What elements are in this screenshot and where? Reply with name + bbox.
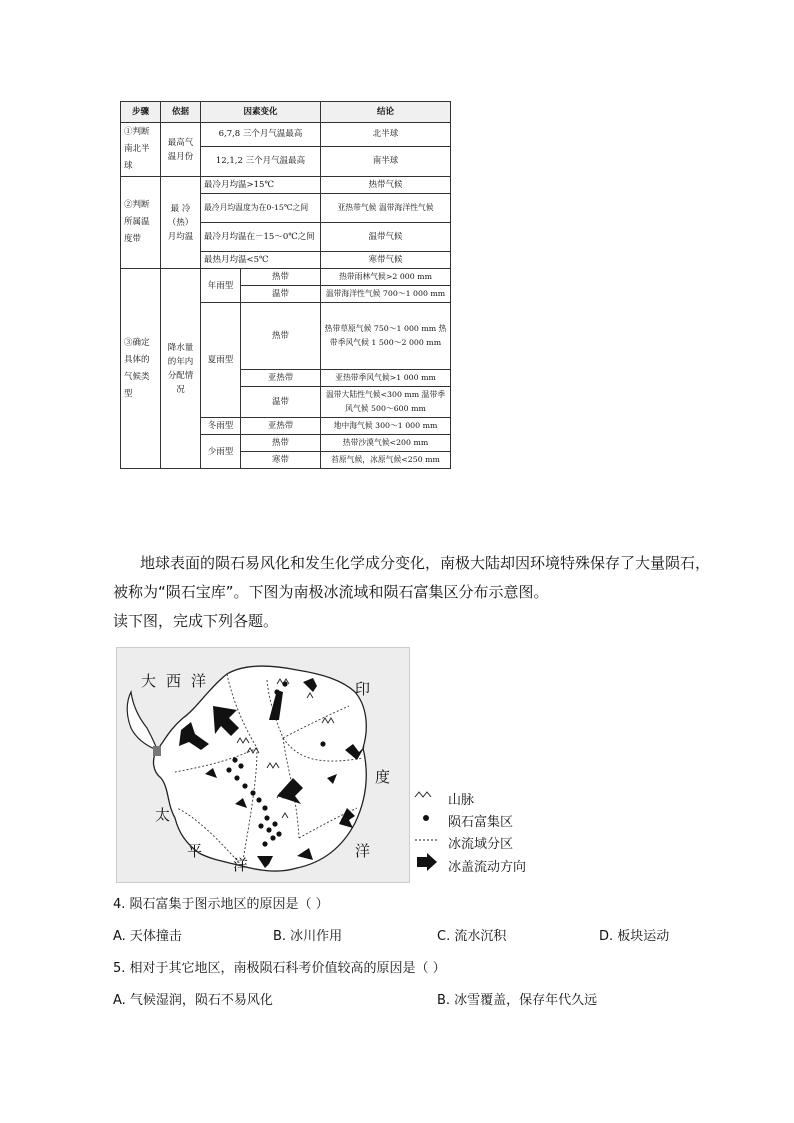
result-cell: 温带海洋性气候 700～1 000 mm (321, 286, 451, 303)
flow-arrow-icon (417, 853, 437, 871)
table-row (121, 269, 451, 286)
q5-option-b[interactable]: B. 冰雪覆盖，保存年代久远 (437, 993, 598, 1008)
legend-meteorite: 陨石富集区 (448, 815, 514, 830)
ocean-char: 洋 (191, 672, 217, 690)
group-winter-rain: 冬雨型 (201, 418, 241, 435)
climate-table (120, 101, 451, 469)
zone-cell: 寒带 (241, 452, 321, 469)
meteorite-dot-icon (423, 815, 429, 821)
result-cell: 温带大陆性气候<300 mm 温带季风气候 500～600 mm (321, 387, 451, 418)
result-cell: 热带草原气候 750～1 000 mm 热带季风气候 1 500～2 000 mm (321, 303, 451, 370)
peninsula (127, 692, 157, 750)
step2-result-3: 温带气候 (321, 223, 451, 252)
header-basis: 依据 (161, 102, 201, 123)
legend-mountain: 山脉 (448, 793, 475, 808)
result-cell: 亚热带季风气候>1 000 mm (321, 370, 451, 387)
group-little-rain: 少雨型 (201, 435, 241, 469)
question-5-stem: 5. 相对于其它地区，南极陨石科考价值较高的原因是（ ） (113, 961, 446, 976)
group-year-rain: 年雨型 (201, 269, 241, 303)
header-result: 结论 (321, 102, 451, 123)
zone-cell: 亚热带 (241, 370, 321, 387)
result-cell: 热带雨林气候>2 000 mm (321, 269, 451, 286)
header-step: 步骤 (121, 102, 161, 123)
result-cell: 热带沙漠气候<200 mm (321, 435, 451, 452)
table-row (121, 123, 451, 147)
legend-divide: 冰流域分区 (448, 837, 514, 852)
legend-flow: 冰盖流动方向 (448, 860, 527, 875)
step2-result-2: 亚热带气候 温带海洋性气候 (321, 194, 451, 223)
step2-result-4: 寒带气候 (321, 252, 451, 269)
result-cell: 地中海气候 300～1 000 mm (321, 418, 451, 435)
step2-change-4: 最热月均温<5℃ (201, 252, 321, 269)
step2-result-1: 热带气候 (321, 177, 451, 194)
step2-label: ②判断所属温度带 (121, 177, 161, 269)
ocean-pacific-3: 洋 (233, 856, 249, 874)
header-change: 因素变化 (201, 102, 321, 123)
q4-option-d[interactable]: D. 板块运动 (599, 929, 670, 944)
mountain-icon (415, 792, 431, 797)
passage-line-2: 被称为“陨石宝库”。下图为南极冰流域和陨石富集区分布示意图。 (113, 583, 549, 601)
passage-line-1: 地球表面的陨石易风化和发生化学成分变化，南极大陆却因环境特殊保存了大量陨石， (140, 554, 711, 572)
group-summer-rain: 夏雨型 (201, 303, 241, 418)
step1-result-2: 南半球 (321, 146, 451, 176)
ocean-atlantic (141, 670, 216, 691)
q5-option-a[interactable]: A. 气候湿润，陨石不易风化 (113, 993, 273, 1008)
q4-option-b[interactable]: B. 冰川作用 (273, 929, 343, 944)
zone-cell: 温带 (241, 387, 321, 418)
step1-change-2: 12,1,2 三个月气温最高 (201, 146, 321, 176)
ocean-pacific-2: 平 (187, 842, 203, 860)
step2-basis: 最 冷（热）月均温 (161, 177, 201, 269)
q4-option-c[interactable]: C. 流水沉积 (437, 929, 507, 944)
antarctica-map (116, 647, 410, 883)
step1-change-1: 6,7,8 三个月气温最高 (201, 123, 321, 147)
q4-option-a[interactable]: A. 天体撞击 (113, 929, 182, 944)
step3-basis: 降水量的年内分配情况 (161, 269, 201, 469)
zone-cell: 热带 (241, 303, 321, 370)
passage-line-3: 读下图，完成下列各题。 (113, 612, 279, 630)
zone-cell: 热带 (241, 435, 321, 452)
zone-cell: 亚热带 (241, 418, 321, 435)
result-cell: 苔原气候，冰原气候<250 mm (321, 452, 451, 469)
table-row (121, 177, 451, 194)
step1-basis: 最高气温月份 (161, 123, 201, 177)
ocean-char: 大 (141, 672, 167, 690)
step1-result-1: 北半球 (321, 123, 451, 147)
question-4-stem: 4. 陨石富集于图示地区的原因是（ ） (113, 897, 329, 912)
legend-icons (413, 791, 443, 881)
ocean-pacific-1: 太 (155, 806, 171, 824)
ocean-indian-2: 度 (375, 768, 391, 786)
zone-cell: 温带 (241, 286, 321, 303)
step2-change-1: 最冷月均温>15℃ (201, 177, 321, 194)
ocean-indian-3: 洋 (355, 842, 371, 860)
ocean-indian-1: 印 (355, 680, 371, 698)
table-header-row (121, 102, 451, 123)
peninsula-shade (153, 746, 161, 756)
step2-change-2: 最冷月均温度为在0-15℃之间 (201, 194, 321, 223)
step3-label: ③确定具体的气候类型 (121, 269, 161, 469)
step2-change-3: 最冷月均温在－15～0℃之间 (201, 223, 321, 252)
antarctica-outline (154, 666, 367, 871)
step1-label: ①判断南北半球 (121, 123, 161, 177)
ocean-char: 西 (166, 672, 192, 690)
zone-cell: 热带 (241, 269, 321, 286)
